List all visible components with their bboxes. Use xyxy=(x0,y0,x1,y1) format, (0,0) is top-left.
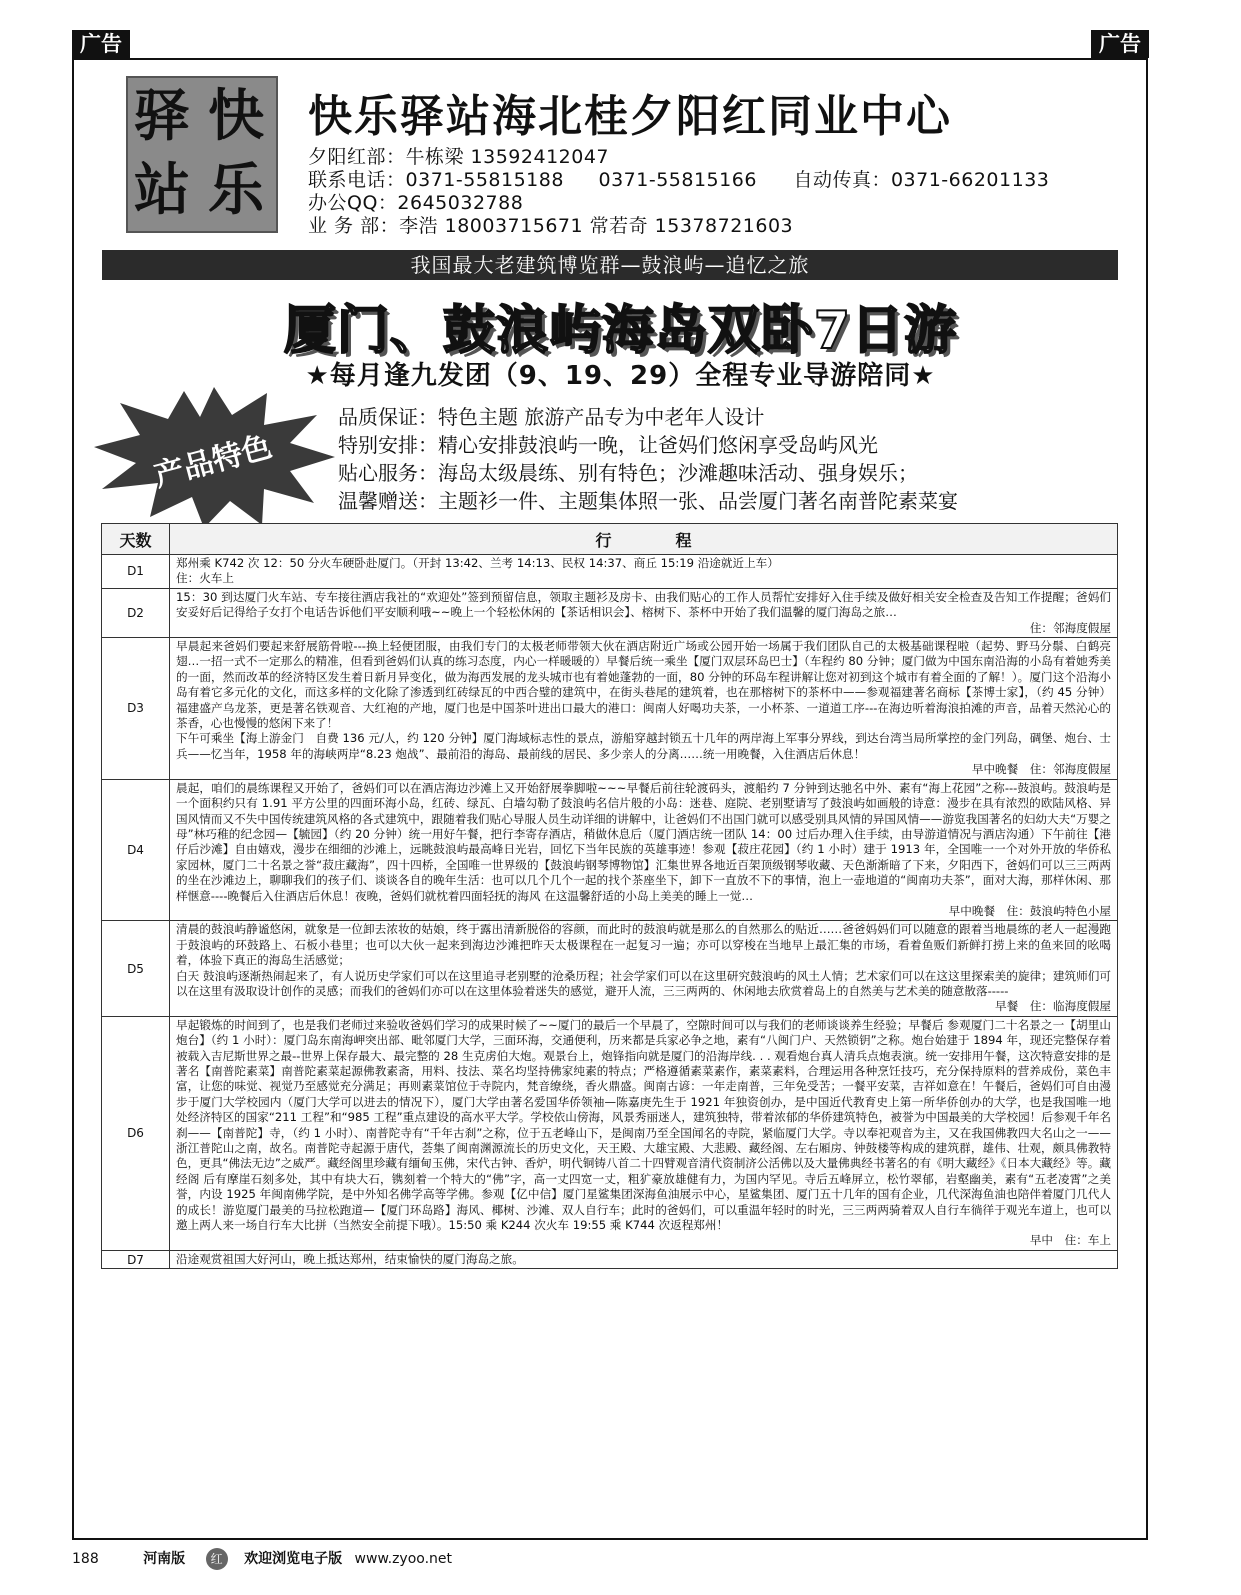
day-cell: D2 xyxy=(102,588,170,637)
feature-list xyxy=(338,403,958,515)
itinerary-cell xyxy=(170,638,1118,780)
page-footer xyxy=(72,1544,1148,1574)
day-cell: D4 xyxy=(102,779,170,921)
phone-number: 0371-55815188 xyxy=(405,169,564,191)
day-cell: D3 xyxy=(102,638,170,780)
column-header-day: 天数 xyxy=(102,524,170,555)
tour-headline: 厦门、鼓浪屿海岛双卧7日游 xyxy=(283,301,958,361)
qq-line: 办公QQ：2645032788 xyxy=(308,192,524,214)
table-header-row xyxy=(102,524,1118,555)
itinerary-text: 清晨的鼓浪屿静谧悠闲，就象是一位卸去浓妆的姑娘，终于露出清新脱俗的容颜，而此时的鼓浪屿就是那么的自然那么的贴近……爸爸妈妈们可以随意的跟着当地晨练的老人一起漫跑于鼓浪屿的环鼓路上、石板小巷里；也可以大伙一起来到海边沙滩把昨天太极课程在一起复习一遍；亦可以穿梭在当地早上最汇集的市场，看着鱼贩们新鲜打捞上来的鱼来回的吆喝着，体验下真正的海岛生活感觉； xyxy=(176,922,1111,968)
red-circle-icon: 红 xyxy=(206,1548,228,1570)
table-row xyxy=(102,779,1118,921)
table-row xyxy=(102,638,1118,780)
tour-banner: 我国最大老建筑博览群—鼓浪屿—追忆之旅 xyxy=(102,250,1118,280)
business-line: 业 务 部：李浩 18003715671 常若奇 15378721603 xyxy=(308,215,794,237)
logo-char: 快 xyxy=(208,83,264,149)
stay-info: 早中晚餐 住：鼓浪屿特色小屋 xyxy=(948,903,1111,918)
logo-char: 乐 xyxy=(208,157,264,223)
itinerary-cell xyxy=(170,1016,1118,1250)
table-row xyxy=(102,1016,1118,1250)
itinerary-cell xyxy=(170,779,1118,921)
itinerary-cell xyxy=(170,555,1118,589)
ad-label-left: 广告 xyxy=(72,30,130,58)
edition-label: 河南版 xyxy=(143,1551,186,1567)
stay-info: 早中 住：车上 xyxy=(1029,1233,1111,1248)
column-header-itinerary: 行 程 xyxy=(170,524,1118,555)
day-cell: D1 xyxy=(102,555,170,589)
day-cell: D7 xyxy=(102,1250,170,1268)
itinerary-text: 15：30 到达厦门火车站、专车接往酒店我社的“欢迎处”签到预留信息，领取主题衫及房卡、由我们贴心的工作人员帮忙安排好入住手续及做好相关安全检查及告知工作提醒；爸妈们安妥好后记得给子女打个电话告诉他们平安顺利哦~~晚上一个轻松休闲的【茶话相识会】、榕树下、茶杯中开始了我们温馨的厦门海岛之旅… xyxy=(176,589,1111,620)
itinerary-text: 白天 鼓浪屿逐渐热闹起来了，有人说历史学家们可以在这里追寻老别墅的沧桑历程；社会学家们可以在这里研究鼓浪屿的风土人情；艺术家们可以在这这里探索美的旋律；建筑师们可以在这里有汲取设计创作的灵感；而我们的爸妈们亦可以在这里体验着迷失的感觉，避开人流，三三两两的、休闲地去欣赏着岛上的自然美与艺术美的随意散落----- xyxy=(176,968,1111,998)
itinerary-cell xyxy=(170,921,1118,1016)
company-logo xyxy=(126,76,278,233)
itinerary-text: 沿途观赏祖国大好河山，晚上抵达郑州，结束愉快的厦门海岛之旅。 xyxy=(176,1251,524,1266)
tour-subhead: ★每月逢九发团（9、19、29）全程专业导游陪同★ xyxy=(305,361,936,391)
phone-label: 联系电话： xyxy=(308,169,406,191)
company-title: 快乐驿站海北桂夕阳红同业中心 xyxy=(308,91,952,142)
stay-info: 住：火车上 xyxy=(176,571,234,586)
feature-item: 品质保证：特色主题 旅游产品专为中老年人设计 xyxy=(338,405,765,429)
table-row xyxy=(102,555,1118,589)
itinerary-text: 郑州乘 K742 次 12：50 分火车硬卧赴厦门。（开封 13:42、兰考 14:13、民权 14:37、商丘 15:19 沿途就近上车） xyxy=(176,556,779,570)
itinerary-text: 晨起，咱们的晨练课程又开始了，爸妈们可以在酒店海边沙滩上又开始舒展拳脚啦~~~早餐后前往轮渡码头，渡船约 7 分钟到达驰名中外、素有“海上花园”之称---鼓浪屿。鼓浪屿是一个面积约只有 1.91 平方公里的四面环海小岛，红砖、绿瓦、白墙勾勒了鼓浪屿名信片般的小岛：迷巷、庭院、老别墅请写了鼓浪屿如画般的诗意：漫步在具有浓烈的欧陆风格、异国风情而又不失中国传统建筑风格的各式建筑中，跟随着我们贴心导服人员生动详细的讲解中，让爸妈们不出国门就可以感受别具风情的异国风情——游览我国著名的妇幼大夫“万婴之母”林巧稚的纪念园—【毓园】（约 20 分钟）统一用好午餐，把行李寄存酒店，稍做休息后（厦门酒店统一团队 14：00 过后办理入住手续，由导游道情况与酒店沟通）下午前往【港仔后沙滩】自由嬉戏，漫步在细细的沙滩上，远眺鼓浪屿最高峰日光岩，回忆下当年民族的英雄事迹！参观【菽庄花园】（约 1 小时）建于 1913 年，全国唯一一个对外开放的华侨私家园林，厦门二十名景之誉“菽庄藏海”，四十四桥，全国唯一世界级的【鼓浪屿钢琴博物馆】汇集世界各地近百架顶级钢琴收藏、天色渐渐暗了下来，夕阳西下，爸妈们可以三三两两的坐在沙滩边上，聊聊我们的孩子们、谈谈各自的晚年生活：也可以几个几个一起的找个茶座坐下，卸下一直放不下的事情，泡上一壶地道的“闽南功夫茶”，面对大海，那样休闲、那样惬意----晚餐后入住酒店后休息！夜晚，爸妈们就枕着四面轻抚的海风 在这温馨舒适的小岛上美美的睡上一觉… xyxy=(176,780,1111,903)
welcome-text: 欢迎浏览电子版 xyxy=(244,1551,343,1567)
itinerary-table xyxy=(101,523,1118,1269)
burst-label: 产品特色 xyxy=(150,429,276,495)
logo-char: 驿 xyxy=(134,83,190,149)
itinerary-text: 早晨起来爸妈们要起来舒展筋骨啦---换上轻便团服，由我们专门的太极老师带领大伙在酒店附近广场或公园开始一场属于我们团队自己的太极基础课程啦（起势、野马分鬃、白鹤亮翅…一招一式不一定那么的精准，但看到爸妈们认真的练习态度，内心一样暖暖的）早餐后统一乘坐【厦门双层环岛巴士】（车程约 80 分钟；厦门做为中国东南沿海的小岛有着她秀美的一面，然而改革的经济特区发生着日新月异变化，做为海西发展的龙头城市也有着她蓬勃的一面，80 分钟的环岛车程讲解让您对初到这个城市有着全面的了解！）。厦门这个沿海小岛有着它多元化的文化，而这多样的文化除了渗透到红砖绿瓦的中西合璧的建筑中，在街头巷尾的建筑着，也在那榕树下的茶杯中——参观福建著名商标【茶博士家】，（约 45 分钟）福建盛产乌龙茶，更是著名铁观音、大红袍的产地，厦门也是中国茶叶进出口最大的港口：闽南人好喝功夫茶，一小杯茶、一道道工序---在海边听着海浪拍滩的声音，品着天然沁心的茶香，心也慢慢的悠闲下来了！ xyxy=(176,639,1111,731)
fax-number: 自动传真：0371-66201133 xyxy=(793,169,1050,191)
feature-item: 温馨赠送：主题衫一件、主题集体照一张、品尝厦门著名南普陀素菜宴 xyxy=(338,489,958,513)
sunset-dept-line: 夕阳红部：牛栋梁 13592412047 xyxy=(308,146,610,168)
table-row xyxy=(102,921,1118,1016)
website-link[interactable]: www.zyoo.net xyxy=(354,1551,453,1567)
stay-info: 住：邻海度假屋 xyxy=(1029,620,1111,635)
page-number: 188 xyxy=(72,1551,99,1567)
table-row xyxy=(102,588,1118,637)
stay-info: 早餐 住：临海度假屋 xyxy=(995,999,1111,1014)
table-row xyxy=(102,1250,1118,1268)
product-feature-burst xyxy=(92,385,337,530)
feature-item: 贴心服务：海岛太级晨练、别有特色；沙滩趣味活动、强身娱乐； xyxy=(338,461,918,485)
itinerary-cell xyxy=(170,588,1118,637)
itinerary-text: 下午可乘坐【海上游金门 自费 136 元/人，约 120 分钟】厦门海域标志性的景点，游船穿越封锁五十几年的两岸海上军事分界线，到达台湾当局所掌控的金门列岛，碉堡、炮台、士兵——忆当年，1958 年的海峡两岸“8.23 炮战”、最前沿的海岛、最前线的居民、多少亲人的分离……统一用晚餐，入住酒店后休息！ xyxy=(176,731,1111,761)
stay-info: 早中晚餐 住：邻海度假屋 xyxy=(971,762,1111,777)
day-cell: D5 xyxy=(102,921,170,1016)
logo-char: 站 xyxy=(134,157,190,223)
itinerary-text: 早起锻炼的时间到了，也是我们老师过来验收爸妈们学习的成果时候了~~厦门的最后一个早晨了，空隙时间可以与我们的老师谈谈养生经验；早餐后 参观厦门二十名景之一【胡里山炮台】（约 1 小时）：厦门岛东南海岬突出部、毗邻厦门大学，三面环海，交通便利，历来都是兵家必争之地，素有“八闽门户、天然锁钥”之称。炮台始建于 1894 年，现还完整保存着被载入吉尼斯世界之最--世界上保存最大、最完整的 28 生克虏伯大炮。观景台上，炮锋指向就是厦门的沿海岸线. . . 观看炮台真人清兵点炮表演。统一安排用午餐，这次特意安排的是著名【南普陀素菜】南普陀素菜起源佛教素斋，用料、技法、菜名均坚持佛家纯素的特点；严格遵循素菜素作，素菜素料，合理运用各种烹饪技巧，充分保持原料的营养成份，菜色丰富，让您的味觉、视觉乃至感觉充分满足；再则素菜馆位于寺院内，梵音缭绕，香火鼎盛。闽南古谚：一年走南普，三年免受苦；一餐平安菜，吉祥如意在！午餐后，爸妈们可自由漫步于厦门大学校园内（厦门大学可以进去的情况下），厦门大学由著名爱国华侨领袖—陈嘉庚先生于 1921 年独资创办，是中国近代教育史上第一所华侨创办的大学，也是我国唯一地处经济特区的国家“211 工程”和“985 工程”重点建设的高水平大学。学校依山傍海，风景秀丽迷人，建筑独特，带着浓郁的华侨建筑特色，被誉为中国最美的大学校园！后参观千年名刹——【南普陀】寺，（约 1 小时）、南普陀寺有“千年古刹”之称，位于五老峰山下，是闽南乃至全国闻名的寺院，紧临厦门大学。寺以奉祀观音为主，又在我国佛教四大名山之一——浙江普陀山之南，故名。南普陀寺起源于唐代，荟集了闽南渊源流长的历史文化，天王殿、大雄宝殿、大悲殿、藏经阁、左右厢房、钟鼓楼等构成的建筑群，雄伟、壮观，颇具佛教特色，更具“佛法无边”之威严。藏经阁里珍藏有缅甸玉佛，宋代古钟、香炉，明代铜铸八首二十四臂观音清代资制济公活佛以及大量佛典经书著名的有《明大藏经》《日本大藏经》等。藏经阁 后有摩崖石刻多处，其中有块大石，镌刻着一个特大的“佛”字，高一丈四宽一丈，粗犷豪放雄健有力，为国内罕见。寺后五峰屏立，松竹翠郁，岩壑幽美，素有“五老凌霄”之美誉，内设 1925 年闽南佛学院，是中外知名佛学高等学佛。参观【亿中信】厦门星鲨集团深海鱼油展示中心，星鲨集团、厦门五十几年的国有企业，几代深海鱼油也陪伴着厦门几代人的成长！游览厦门最美的马拉松跑道—【厦门环岛路】海风、椰树、沙滩、双人自行车；此时的爸妈们，可以重温年轻时的时光，三三两两骑着双人自行车徜徉于观光车道上，也可以邀上两人来一场自行车大比拼（当然安全前提下哦）。15:50 乘 K244 次火车 19:55 乘 K744 次返程郑州！ xyxy=(176,1017,1111,1233)
phone-number: 0371-55815166 xyxy=(598,169,757,191)
ad-label-right: 广告 xyxy=(1091,30,1149,58)
itinerary-cell xyxy=(170,1250,1118,1268)
day-cell: D6 xyxy=(102,1016,170,1250)
feature-item: 特别安排：精心安排鼓浪屿一晚，让爸妈们悠闲享受岛屿风光 xyxy=(338,433,878,457)
